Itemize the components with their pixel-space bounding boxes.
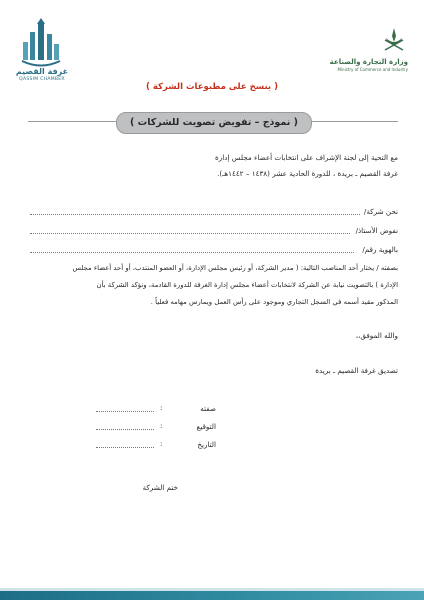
intro-line-1: مع التحية إلى لجنة الإشراف على انتخابات أعضاء مجلس إدارة <box>215 153 398 162</box>
capacity-line[interactable] <box>96 411 154 412</box>
chamber-name-en: QASSIM CHAMBER <box>19 77 65 82</box>
id-number-label: بالهوية رقم/ <box>362 245 398 254</box>
chamber-name-ar: غرفة القصيم <box>15 67 69 76</box>
body-line-3: المذكور مقيد أسمه في السجل التجاري وموجود على رأس العمل ويمارس مهامه فعلياً . <box>150 298 398 306</box>
date-label: التاريخ <box>197 440 216 449</box>
date-line[interactable] <box>96 447 154 448</box>
id-number-line[interactable] <box>30 252 354 253</box>
print-notice: ( ينسخ على مطبوعات الشركة ) <box>146 82 278 92</box>
form-title: ( نموذج – تفويض تصويت للشركات ) <box>116 112 312 134</box>
signature-colon: : <box>160 421 163 430</box>
intro-line-2: غرفة القصيم ـ بريدة ، للدورة الحادية عشر (١٤٣٨ – ١٤٤٢هـ). <box>217 169 398 178</box>
body-line-2: الإدارة ) بالتصويت نيابة عن الشركة لانتخابات أعضاء مجلس إدارة الغرفة للدورة القادمة، ونؤكد الشركة بأن <box>96 281 398 289</box>
signature-label: التوقيع <box>196 422 216 431</box>
signature-line[interactable] <box>96 429 154 430</box>
footer-band <box>0 591 424 600</box>
company-line[interactable] <box>30 214 360 215</box>
ministry-name-ar: وزارة التجارة والصناعة <box>329 58 408 66</box>
company-stamp-label: ختم الشركة <box>142 483 178 492</box>
capacity-colon: : <box>160 403 163 412</box>
closing-text: والله الموفق،، <box>355 331 398 340</box>
date-colon: : <box>160 439 163 448</box>
company-label: نحن شركة/ <box>363 207 398 216</box>
body-line-1: بصفته / يختار أحد المناصب التالية: ( مدير الشركة، أو رئيس مجلس الإدارة، أو العضو المنتدب، أو أحد أعضاء مجلس <box>72 264 398 272</box>
ministry-name-en: Ministry of Commerce and Industry <box>337 67 408 72</box>
delegate-label: نفوض الأستاذ/ <box>355 226 398 235</box>
delegate-line[interactable] <box>30 233 350 234</box>
certification-text: تصديق غرفة القصيم ـ بريدة <box>315 366 398 375</box>
capacity-label: صفته <box>200 404 216 413</box>
